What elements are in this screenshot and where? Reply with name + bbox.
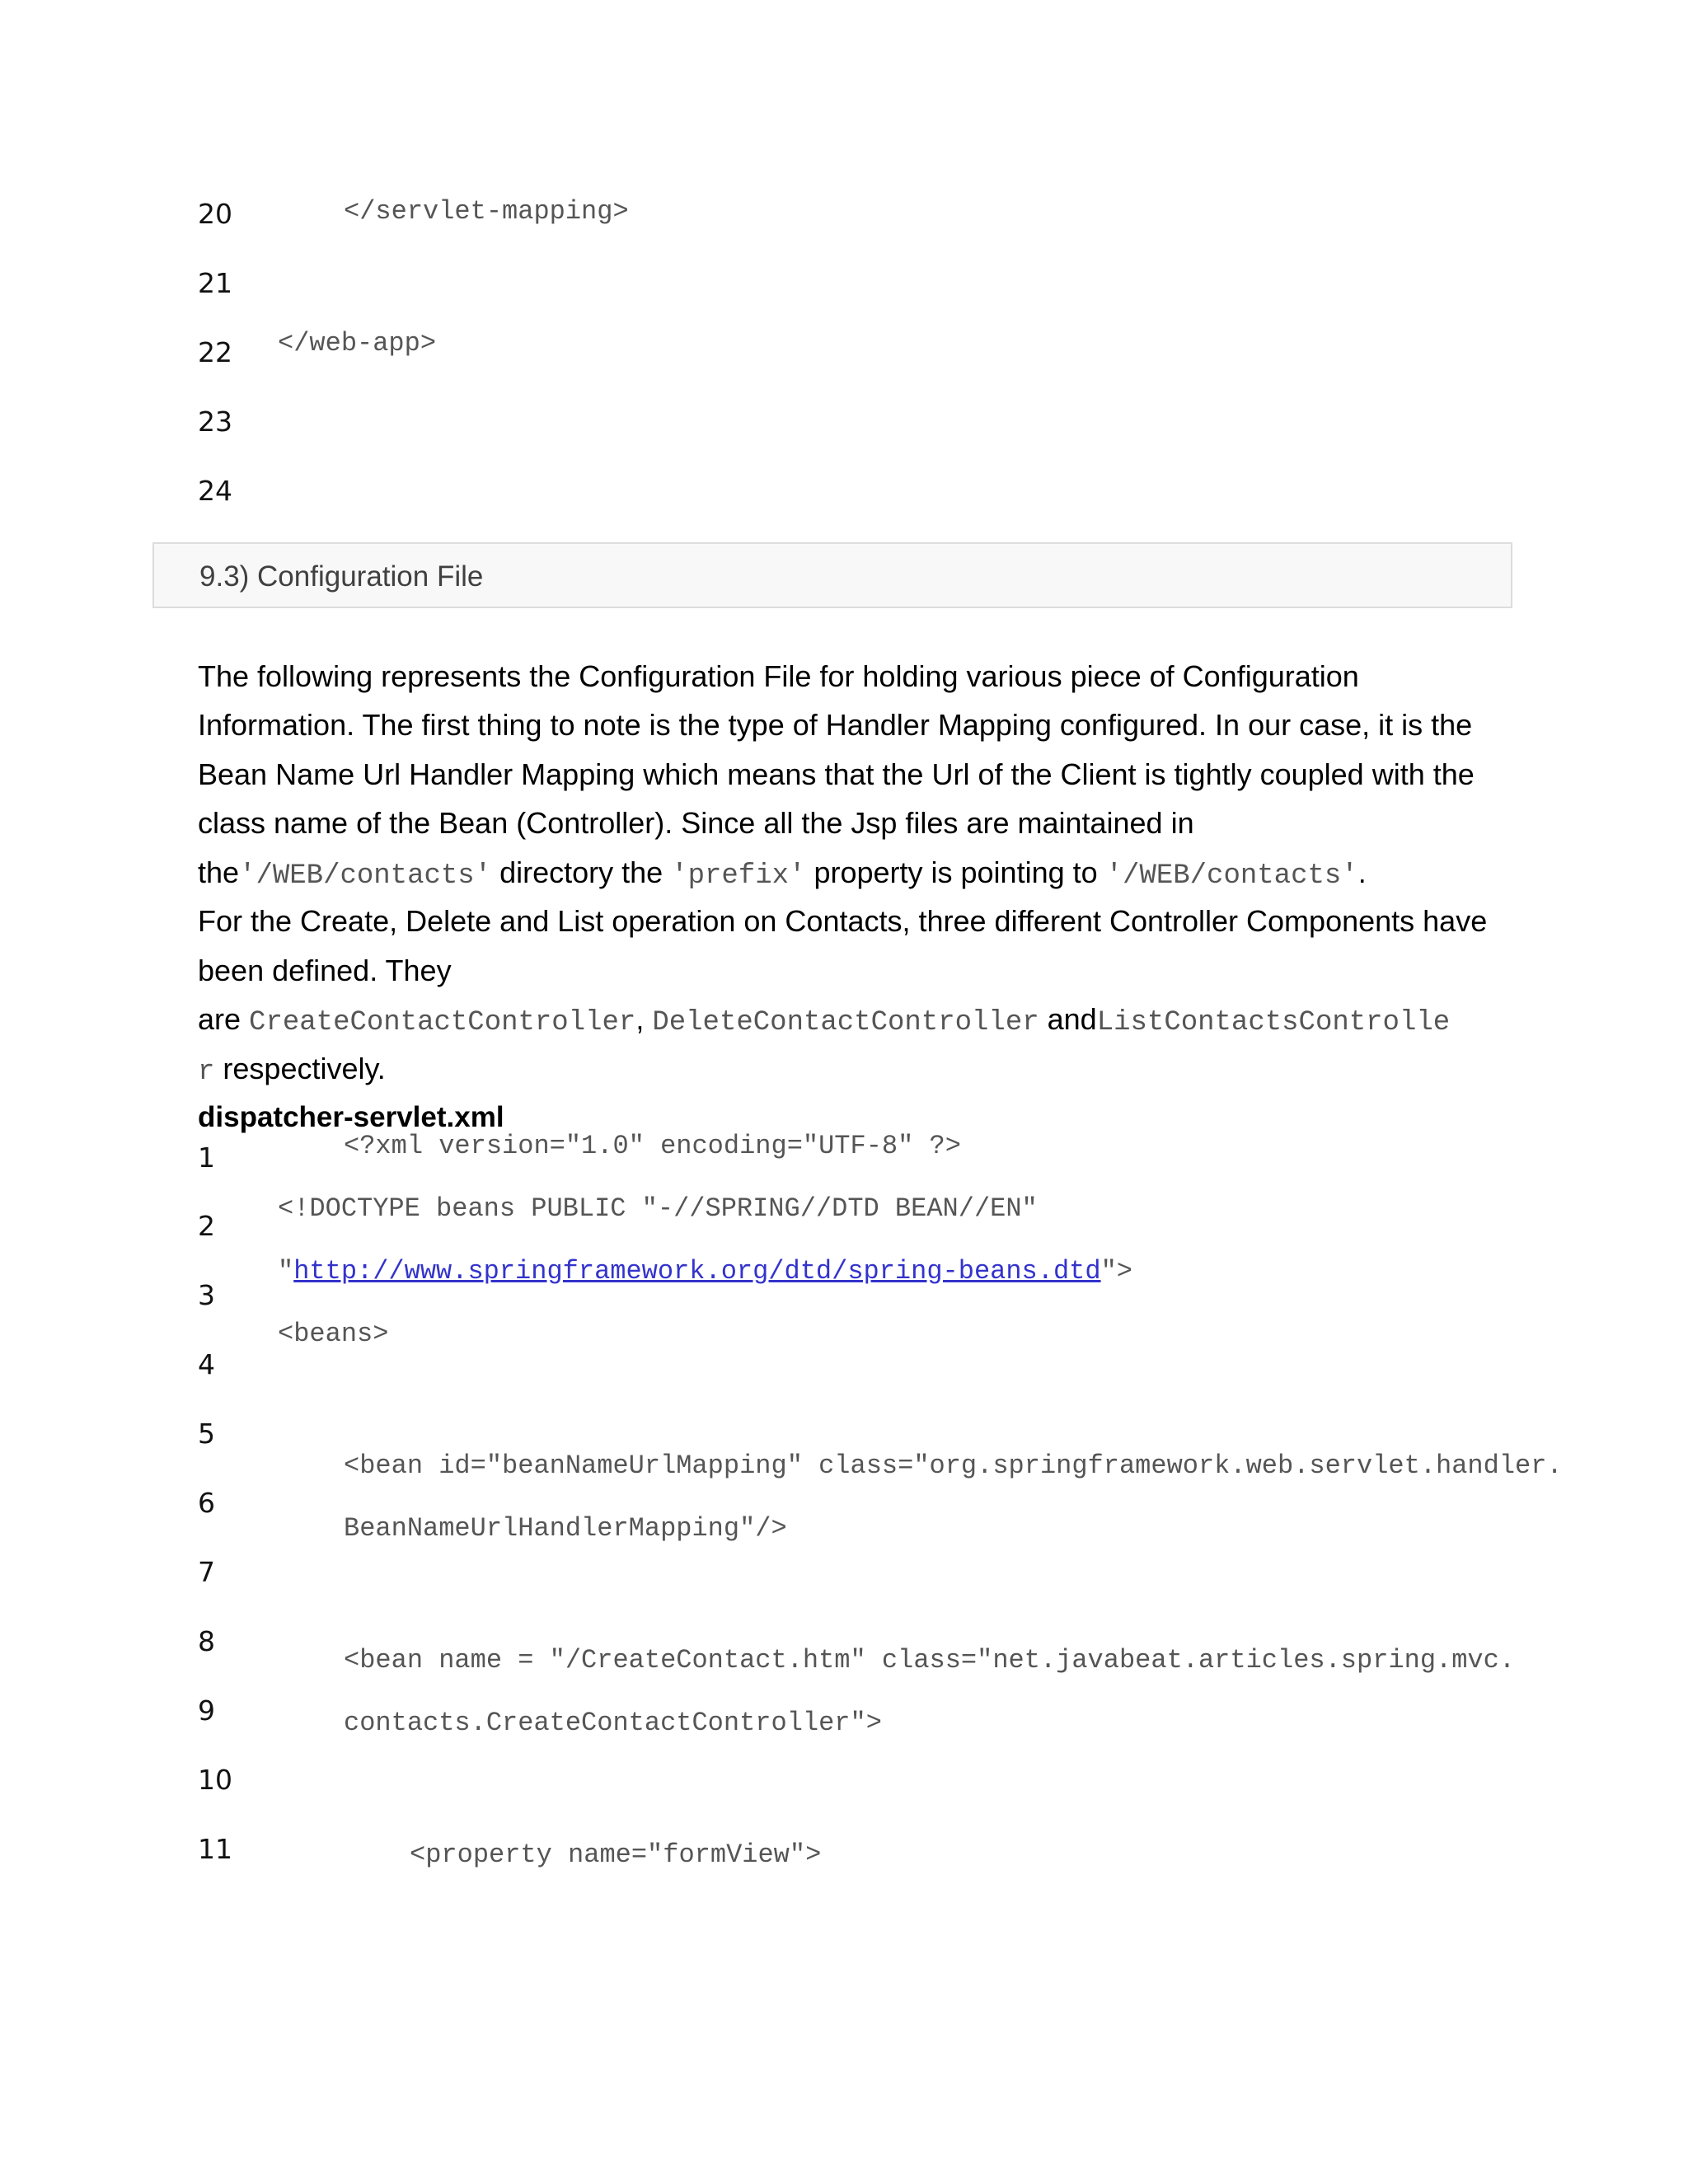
code-line: <?xml version="1.0" encoding="UTF-8" ?> [344,1131,961,1161]
line-number: 21 [198,267,232,299]
line-number: 4 [198,1348,215,1380]
file-heading: dispatcher-servlet.xml [198,1101,504,1133]
inline-code: r [198,1057,215,1088]
paragraph-line: been defined. They [198,954,452,987]
inline-code: '/WEB/contacts' [239,860,492,892]
inline-code: DeleteContactController [652,1007,1039,1038]
inline-code: '/WEB/contacts' [1105,860,1358,892]
paragraph-line: Information. The first thing to note is the type of Handler Mapping configured. In our case, it is the [198,708,1473,742]
code-line: contacts.CreateContactController"> [344,1708,882,1738]
code-line: BeanNameUrlHandlerMapping"/> [344,1513,787,1544]
paragraph-text: and [1039,1002,1097,1036]
inline-code: 'prefix' [671,860,806,892]
paragraph-line: Bean Name Url Handler Mapping which means that the Url of the Client is tightly coupled with the [198,757,1475,791]
line-number: 1 [198,1141,215,1174]
paragraph-line: For the Create, Delete and List operation on Contacts, three different Controller Components have [198,904,1488,938]
line-number: 8 [198,1625,215,1657]
code-text: "> [1100,1256,1132,1286]
line-number: 7 [198,1556,215,1588]
paragraph-line [198,1002,1450,1038]
line-number: 2 [198,1210,215,1242]
line-number: 3 [198,1279,215,1311]
code-line: <property name="formView"> [410,1840,822,1870]
paragraph-text: directory the [491,855,672,889]
inline-code: ListContactsControlle [1096,1007,1451,1038]
line-number: 22 [198,336,232,368]
paragraph-text: , [635,1002,653,1036]
line-number: 20 [198,198,232,230]
code-text: " [278,1256,294,1286]
paragraph-line: The following represents the Configuration File for holding various piece of Configuration [198,659,1359,693]
line-number: 9 [198,1694,215,1727]
code-line: <bean name = "/CreateContact.htm" class="net.javabeat.articles.spring.mvc. [344,1645,1516,1675]
section-heading-box [152,542,1512,608]
paragraph-line: class name of the Bean (Controller). Since all the Jsp files are maintained in [198,806,1194,840]
paragraph-text: . [1357,855,1367,889]
code-line: </web-app> [278,328,437,359]
code-line: <bean id="beanNameUrlMapping" class="org.springframework.web.servlet.handler. [344,1451,1563,1481]
paragraph-line [198,855,1367,892]
inline-code: CreateContactController [249,1007,636,1038]
code-line: </servlet-mapping> [344,196,629,227]
line-number: 24 [198,475,232,507]
paragraph-text: the [198,855,240,889]
line-number: 10 [198,1764,232,1796]
line-number: 23 [198,405,232,438]
paragraph-text: respectively. [214,1052,386,1085]
section-title: 9.3) Configuration File [199,560,484,593]
paragraph-line [198,1052,386,1088]
paragraph-text: are [198,1002,250,1036]
code-line: <beans> [278,1319,389,1349]
paragraph-text: property is pointing to [805,855,1106,889]
line-number: 5 [198,1418,215,1450]
line-number: 11 [198,1833,232,1865]
dtd-link[interactable]: http://www.springframework.org/dtd/spring-beans.dtd [293,1256,1101,1286]
line-number: 6 [198,1487,215,1519]
code-line [278,1256,1132,1286]
code-line: <!DOCTYPE beans PUBLIC "-//SPRING//DTD BEAN//EN" [278,1193,1038,1224]
